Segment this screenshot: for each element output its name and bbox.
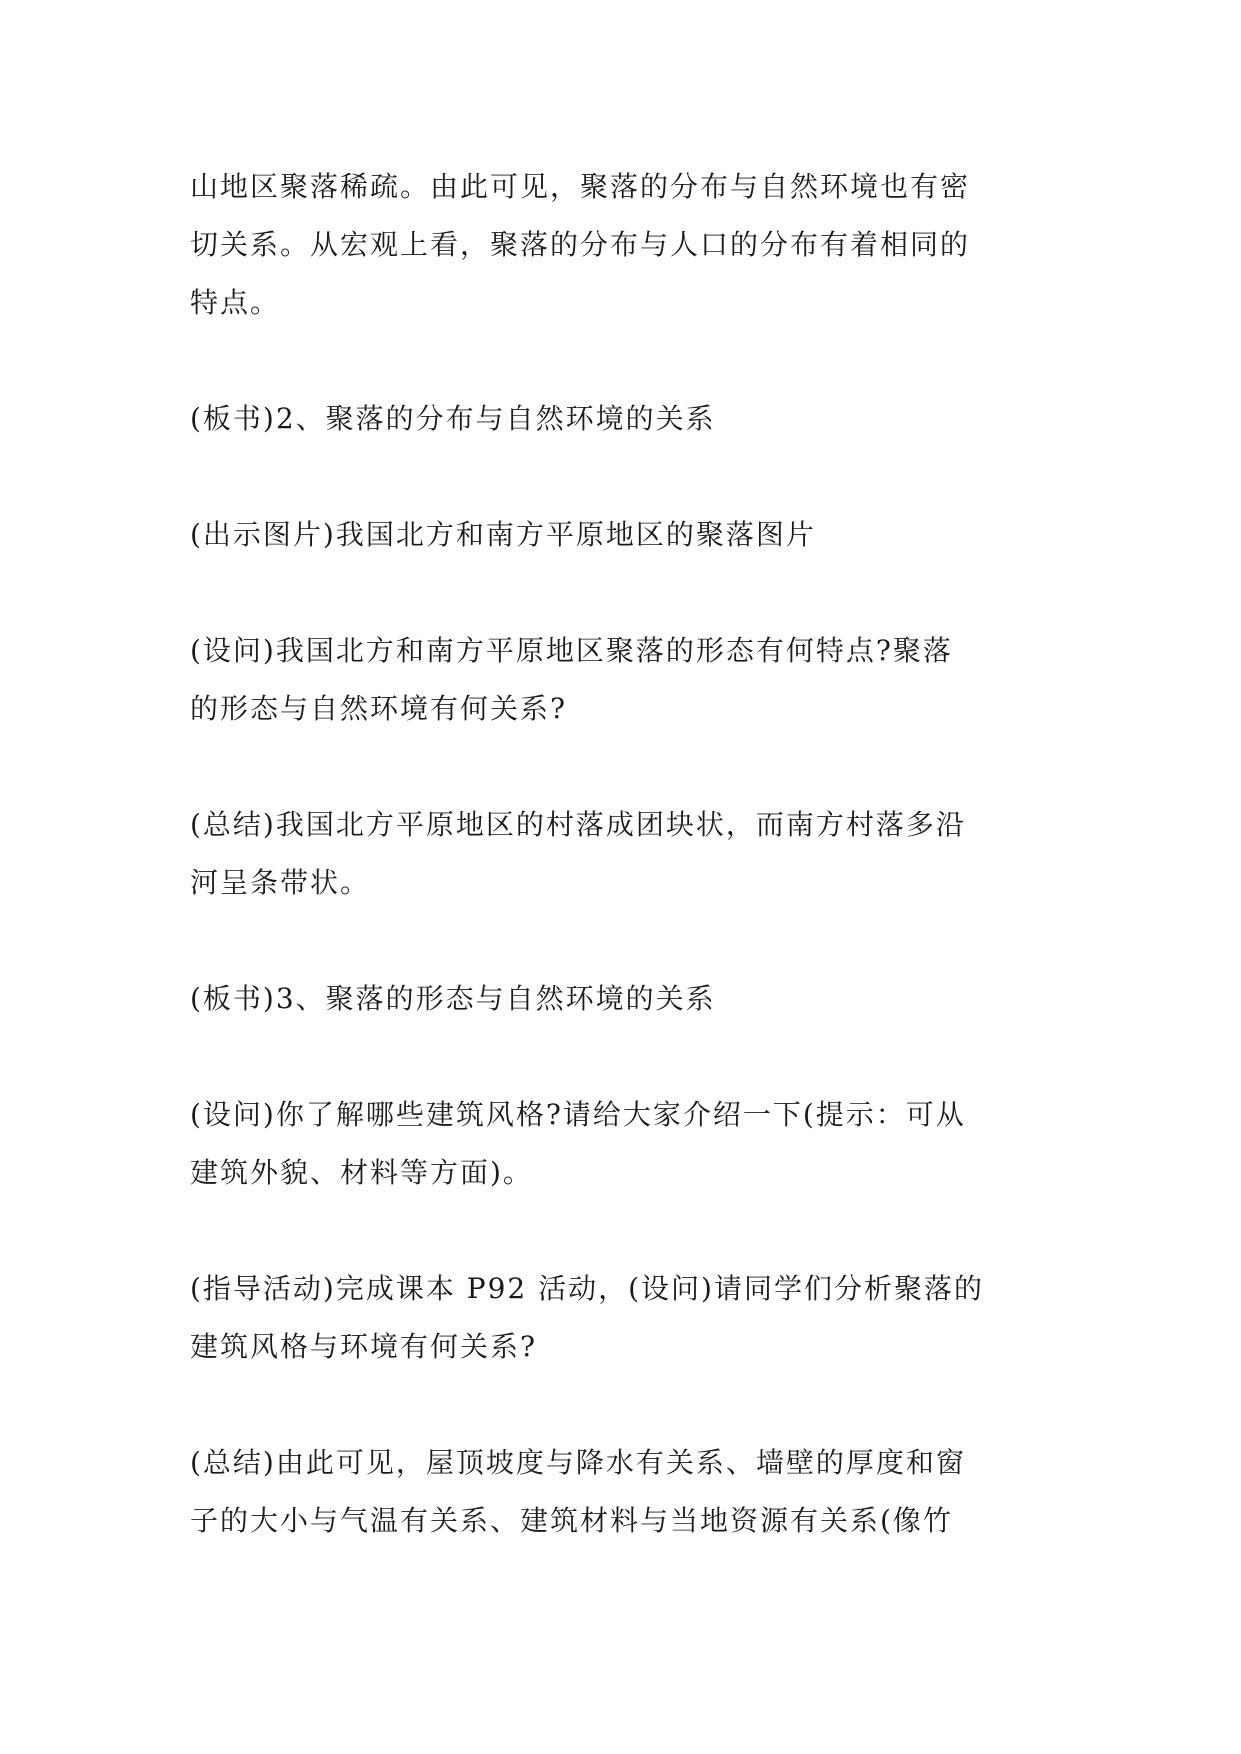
text-line: 的形态与自然环境有何关系? [190,692,568,725]
text-line: (板书)2、聚落的分布与自然环境的关系 [190,402,716,435]
paragraph-spacer [190,738,1060,796]
text-line: (总结)由此可见，屋顶坡度与降水有关系、墙壁的厚度和窗 [190,1446,966,1479]
text-line: (板书)3、聚落的形态与自然环境的关系 [190,982,716,1015]
paragraph [190,506,1060,564]
text-line: 切关系。从宏观上看，聚落的分布与人口的分布有着相同的 [190,228,971,261]
paragraph-spacer [190,1376,1060,1434]
text-line: 建筑风格与环境有何关系? [190,1330,538,1363]
paragraph [190,622,1060,738]
text-line: 山地区聚落稀疏。由此可见，聚落的分布与自然环境也有密 [190,170,971,203]
text-line: (出示图片)我国北方和南方平原地区的聚落图片 [190,518,816,551]
text-line: 子的大小与气温有关系、建筑材料与当地资源有关系(像竹 [190,1504,953,1537]
text-line: 建筑外貌、材料等方面)。 [190,1156,533,1189]
paragraph-spacer [190,332,1060,390]
document-body [190,158,1060,1550]
paragraph [190,796,1060,912]
text-line: (总结)我国北方平原地区的村落成团块状，而南方村落多沿 [190,808,966,841]
paragraph-spacer [190,448,1060,506]
paragraph-spacer [190,1202,1060,1260]
text-line: (指导活动)完成课本 P92 活动，(设问)请同学们分析聚落的 [190,1272,984,1305]
paragraph [190,1086,1060,1202]
paragraph [190,390,1060,448]
text-line: (设问)我国北方和南方平原地区聚落的形态有何特点?聚落 [190,634,953,667]
text-line: 特点。 [190,286,281,319]
paragraph [190,1434,1060,1550]
text-line: (设问)你了解哪些建筑风格?请给大家介绍一下(提示：可从 [190,1098,966,1131]
text-line: 河呈条带状。 [190,866,371,899]
paragraph [190,970,1060,1028]
paragraph-spacer [190,912,1060,970]
paragraph [190,158,1060,332]
paragraph [190,1260,1060,1376]
paragraph-spacer [190,564,1060,622]
paragraph-spacer [190,1028,1060,1086]
